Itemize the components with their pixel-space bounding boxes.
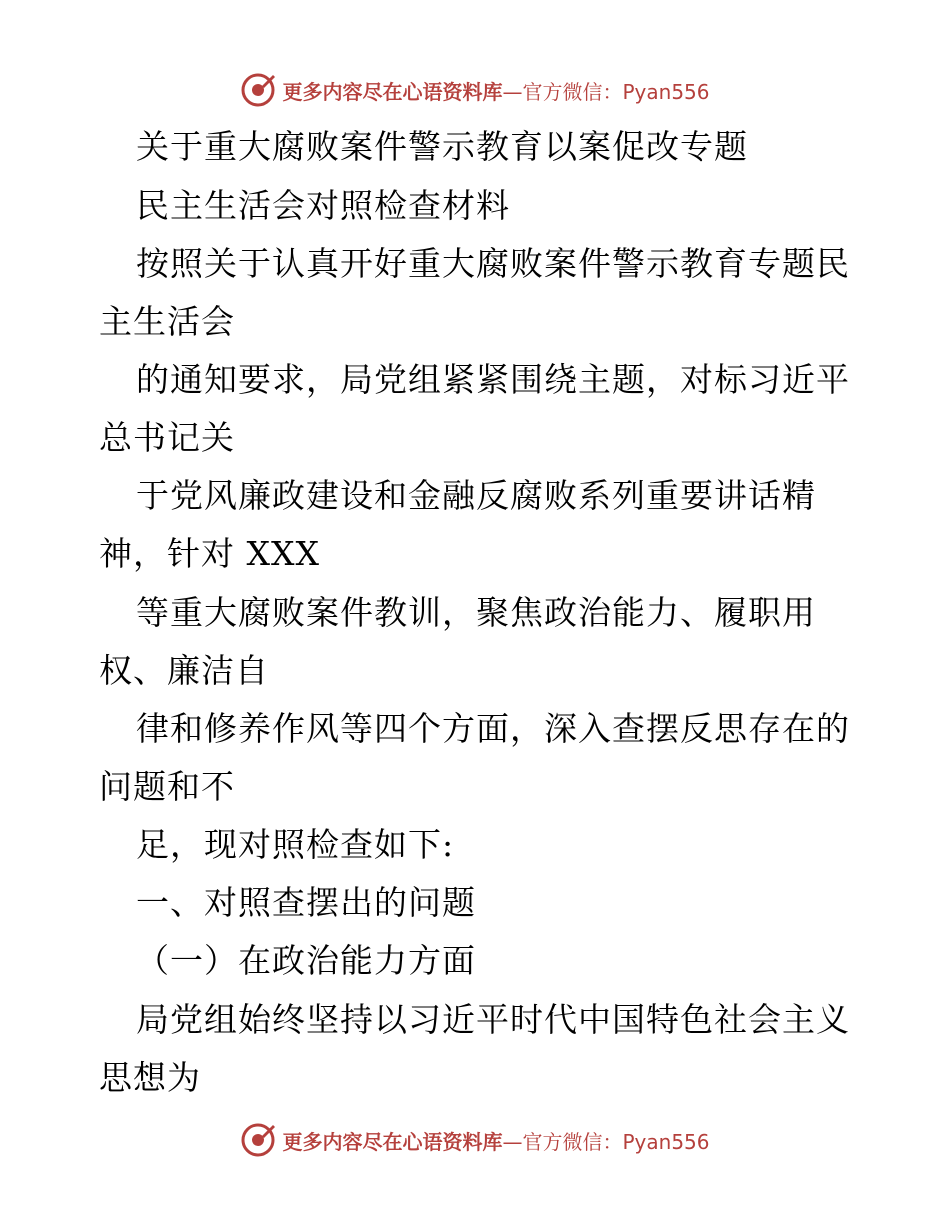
watermark-text xyxy=(282,1126,709,1155)
document-title-line-1: 关于重大腐败案件警示教育以案促改专题 xyxy=(136,127,748,166)
paragraph-line: 的通知要求，局党组紧紧围绕主题，对标习近平 xyxy=(136,360,850,399)
watermark-contact-id: Pyan556 xyxy=(622,79,710,104)
document-title-line-2: 民主生活会对照检查材料 xyxy=(136,186,510,225)
watermark-brand: 更多内容尽在心语资料库 xyxy=(282,1129,503,1154)
watermark-contact-id: Pyan556 xyxy=(622,1129,710,1154)
header-watermark xyxy=(0,68,950,112)
subsection-heading: （一）在政治能力方面 xyxy=(136,941,476,980)
paragraph-line: 局党组始终坚持以习近平时代中国特色社会主义 xyxy=(136,1000,850,1039)
brand-logo-icon xyxy=(240,1122,276,1158)
paragraph-line: 思想为 xyxy=(99,1058,201,1097)
paragraph-line: 律和修养作风等四个方面，深入查摆反思存在的 xyxy=(136,709,850,748)
paragraph-line: 于党风廉政建设和金融反腐败系列重要讲话精 xyxy=(136,476,816,515)
paragraph-line: 按照关于认真开好重大腐败案件警示教育专题民 xyxy=(136,244,850,283)
watermark-contact-label: 官方微信： xyxy=(522,1129,623,1154)
watermark-contact-label: 官方微信： xyxy=(522,79,623,104)
paragraph-line: 总书记关 xyxy=(99,418,235,457)
section-heading: 一、对照查摆出的问题 xyxy=(136,883,476,922)
watermark-text xyxy=(282,76,709,105)
paragraph-line: 主生活会 xyxy=(99,302,235,341)
watermark-brand: 更多内容尽在心语资料库 xyxy=(282,79,503,104)
watermark-dash: — xyxy=(502,79,523,104)
watermark-dash: — xyxy=(502,1129,523,1154)
paragraph-line: 权、廉洁自 xyxy=(99,651,269,690)
paragraph-line: 等重大腐败案件教训，聚焦政治能力、履职用 xyxy=(136,593,816,632)
brand-logo-icon xyxy=(240,72,276,108)
paragraph-line: 神，针对 XXX xyxy=(99,534,320,573)
paragraph-line: 足，现对照检查如下: xyxy=(136,825,455,864)
footer-watermark xyxy=(0,1118,950,1162)
paragraph-line: 问题和不 xyxy=(99,767,235,806)
